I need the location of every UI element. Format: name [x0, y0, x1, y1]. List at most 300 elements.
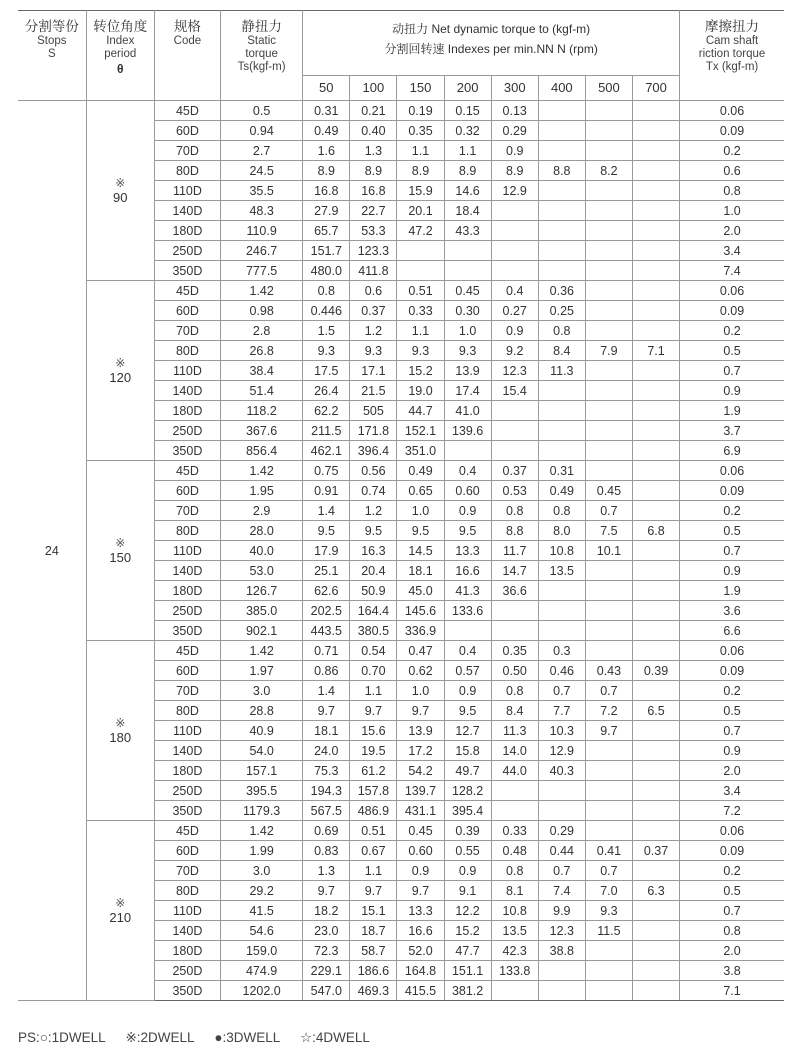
dynamic-torque-cell: 567.5 [303, 801, 350, 821]
dynamic-torque-cell [538, 381, 585, 401]
dynamic-torque-cell: 9.5 [444, 521, 491, 541]
code-cell: 180D [154, 581, 220, 601]
friction-torque-cell: 0.06 [680, 821, 784, 841]
dynamic-torque-cell: 8.9 [350, 161, 397, 181]
dynamic-torque-cell [585, 301, 632, 321]
dynamic-torque-cell [491, 261, 538, 281]
code-cell: 250D [154, 241, 220, 261]
code-cell: 110D [154, 721, 220, 741]
friction-torque-cell: 2.0 [680, 761, 784, 781]
dynamic-torque-cell: 50.9 [350, 581, 397, 601]
dynamic-torque-cell: 0.40 [350, 121, 397, 141]
code-cell: 180D [154, 761, 220, 781]
static-torque-cell: 1.42 [221, 281, 303, 301]
dynamic-torque-cell [585, 101, 632, 121]
friction-torque-cell: 0.2 [680, 321, 784, 341]
friction-torque-cell: 6.6 [680, 621, 784, 641]
dynamic-torque-cell: 0.55 [444, 841, 491, 861]
static-torque-cell: 0.94 [221, 121, 303, 141]
code-cell: 180D [154, 401, 220, 421]
dynamic-torque-cell [585, 401, 632, 421]
dynamic-torque-cell [444, 621, 491, 641]
dynamic-torque-cell: 0.75 [303, 461, 350, 481]
dynamic-torque-cell: 0.41 [585, 841, 632, 861]
dynamic-torque-cell [585, 981, 632, 1001]
static-torque-cell: 0.98 [221, 301, 303, 321]
dynamic-torque-cell: 44.7 [397, 401, 444, 421]
dynamic-torque-cell: 8.0 [538, 521, 585, 541]
dynamic-torque-cell: 0.39 [632, 661, 679, 681]
friction-torque-cell: 0.06 [680, 461, 784, 481]
dynamic-torque-cell: 18.2 [303, 901, 350, 921]
rpm-header: 300 [491, 76, 538, 101]
friction-torque-cell: 1.9 [680, 401, 784, 421]
dynamic-torque-cell [632, 201, 679, 221]
dynamic-torque-cell: 9.2 [491, 341, 538, 361]
dynamic-torque-cell: 6.3 [632, 881, 679, 901]
dynamic-torque-cell: 0.32 [444, 121, 491, 141]
dynamic-torque-cell [491, 201, 538, 221]
dynamic-torque-cell: 0.29 [491, 121, 538, 141]
dynamic-torque-cell [632, 921, 679, 941]
rpm-header: 500 [585, 76, 632, 101]
reference-mark-icon: ※ [115, 715, 126, 730]
dynamic-torque-cell: 18.1 [303, 721, 350, 741]
dynamic-torque-cell: 15.4 [491, 381, 538, 401]
dynamic-torque-cell [585, 761, 632, 781]
dynamic-torque-cell: 0.71 [303, 641, 350, 661]
friction-torque-cell: 0.2 [680, 141, 784, 161]
dynamic-torque-cell: 9.3 [585, 901, 632, 921]
dynamic-torque-cell: 9.7 [350, 881, 397, 901]
static-torque-cell: 29.2 [221, 881, 303, 901]
dynamic-torque-cell [632, 361, 679, 381]
dynamic-torque-cell: 19.0 [397, 381, 444, 401]
dynamic-torque-cell [585, 221, 632, 241]
dynamic-torque-cell [491, 621, 538, 641]
legend-item-3dwell [214, 1030, 280, 1045]
friction-torque-cell: 0.5 [680, 701, 784, 721]
dynamic-torque-cell [397, 261, 444, 281]
dynamic-torque-cell: 0.70 [350, 661, 397, 681]
dynamic-torque-cell [538, 121, 585, 141]
table-row [18, 641, 784, 661]
code-cell: 140D [154, 561, 220, 581]
dynamic-torque-cell [632, 281, 679, 301]
friction-torque-cell: 0.9 [680, 381, 784, 401]
static-torque-cell: 0.5 [221, 101, 303, 121]
dynamic-torque-cell: 0.4 [491, 281, 538, 301]
dynamic-torque-cell: 15.8 [444, 741, 491, 761]
dynamic-torque-cell: 0.13 [491, 101, 538, 121]
code-cell: 45D [154, 461, 220, 481]
dynamic-torque-cell: 20.4 [350, 561, 397, 581]
dynamic-torque-cell [632, 121, 679, 141]
dynamic-torque-cell: 0.9 [491, 321, 538, 341]
dynamic-torque-cell: 10.3 [538, 721, 585, 741]
dynamic-torque-cell [632, 621, 679, 641]
static-torque-cell: 118.2 [221, 401, 303, 421]
dynamic-torque-cell: 7.5 [585, 521, 632, 541]
dynamic-torque-cell: 0.30 [444, 301, 491, 321]
dynamic-torque-cell [632, 461, 679, 481]
header-dynamic-line2: 分割回转速 Indexes per min.NN N (rpm) [384, 42, 598, 56]
static-torque-cell: 1.95 [221, 481, 303, 501]
dynamic-torque-cell [538, 401, 585, 421]
dynamic-torque-cell: 12.9 [491, 181, 538, 201]
static-torque-cell: 159.0 [221, 941, 303, 961]
dynamic-torque-cell: 12.2 [444, 901, 491, 921]
static-torque-cell: 856.4 [221, 441, 303, 461]
dynamic-torque-cell: 139.6 [444, 421, 491, 441]
friction-torque-cell: 0.2 [680, 501, 784, 521]
dynamic-torque-cell: 1.3 [303, 861, 350, 881]
dynamic-torque-cell: 202.5 [303, 601, 350, 621]
code-cell: 80D [154, 341, 220, 361]
dynamic-torque-cell: 194.3 [303, 781, 350, 801]
dynamic-torque-cell [491, 781, 538, 801]
dynamic-torque-cell [632, 381, 679, 401]
dynamic-torque-cell: 0.48 [491, 841, 538, 861]
dynamic-torque-cell: 15.2 [397, 361, 444, 381]
dynamic-torque-cell: 1.1 [397, 141, 444, 161]
dynamic-torque-cell: 17.4 [444, 381, 491, 401]
code-cell: 45D [154, 641, 220, 661]
dynamic-torque-cell: 17.1 [350, 361, 397, 381]
static-torque-cell: 3.0 [221, 861, 303, 881]
static-torque-cell: 1.42 [221, 821, 303, 841]
code-cell: 110D [154, 181, 220, 201]
dynamic-torque-cell: 0.43 [585, 661, 632, 681]
dynamic-torque-cell [538, 621, 585, 641]
code-cell: 45D [154, 281, 220, 301]
legend-label: :2DWELL [136, 1030, 195, 1045]
header-friction-torque [680, 11, 784, 101]
dynamic-torque-cell: 0.49 [397, 461, 444, 481]
dynamic-torque-cell: 0.31 [538, 461, 585, 481]
dynamic-torque-cell: 0.46 [538, 661, 585, 681]
static-torque-cell: 777.5 [221, 261, 303, 281]
dynamic-torque-cell: 1.3 [350, 141, 397, 161]
dynamic-torque-cell [585, 561, 632, 581]
dynamic-torque-cell: 7.1 [632, 341, 679, 361]
dynamic-torque-cell: 469.3 [350, 981, 397, 1001]
header-friction-unit: Tx (kgf-m) [705, 61, 759, 73]
header-static-unit: Ts(kgf-m) [237, 61, 286, 73]
table-row [18, 461, 784, 481]
dynamic-torque-cell [585, 441, 632, 461]
dynamic-torque-cell: 9.7 [397, 881, 444, 901]
dynamic-torque-cell: 1.4 [303, 501, 350, 521]
friction-torque-cell: 2.0 [680, 941, 784, 961]
dynamic-torque-cell: 15.9 [397, 181, 444, 201]
dynamic-torque-cell: 14.0 [491, 741, 538, 761]
dynamic-torque-cell: 9.5 [350, 521, 397, 541]
dynamic-torque-cell [491, 981, 538, 1001]
dynamic-torque-cell [538, 581, 585, 601]
dynamic-torque-cell [632, 861, 679, 881]
dynamic-torque-cell: 13.9 [444, 361, 491, 381]
dynamic-torque-cell: 9.7 [303, 881, 350, 901]
dynamic-torque-cell [632, 241, 679, 261]
dynamic-torque-cell [632, 501, 679, 521]
friction-torque-cell: 7.1 [680, 981, 784, 1001]
dynamic-torque-cell: 0.65 [397, 481, 444, 501]
dynamic-torque-cell: 0.45 [397, 821, 444, 841]
dynamic-torque-cell: 336.9 [397, 621, 444, 641]
dynamic-torque-cell: 7.2 [585, 701, 632, 721]
dynamic-torque-cell [538, 141, 585, 161]
friction-torque-cell: 0.06 [680, 641, 784, 661]
torque-spec-table [18, 10, 784, 1001]
dynamic-torque-cell: 9.3 [444, 341, 491, 361]
dynamic-torque-cell: 443.5 [303, 621, 350, 641]
dynamic-torque-cell: 9.7 [397, 701, 444, 721]
dynamic-torque-cell: 0.35 [397, 121, 444, 141]
dynamic-torque-cell: 8.4 [491, 701, 538, 721]
dynamic-torque-cell: 139.7 [397, 781, 444, 801]
dynamic-torque-cell: 18.7 [350, 921, 397, 941]
circle-outline-icon: ○ [39, 1030, 48, 1045]
code-cell: 180D [154, 941, 220, 961]
dynamic-torque-cell: 0.33 [397, 301, 444, 321]
dynamic-torque-cell: 0.9 [491, 141, 538, 161]
dynamic-torque-cell: 16.8 [350, 181, 397, 201]
dynamic-torque-cell [538, 801, 585, 821]
dynamic-torque-cell [585, 621, 632, 641]
dynamic-torque-cell: 123.3 [350, 241, 397, 261]
static-torque-cell: 51.4 [221, 381, 303, 401]
dynamic-torque-cell: 9.3 [350, 341, 397, 361]
dynamic-torque-cell [632, 441, 679, 461]
dynamic-torque-cell [397, 241, 444, 261]
code-cell: 250D [154, 961, 220, 981]
static-torque-cell: 385.0 [221, 601, 303, 621]
static-torque-cell: 474.9 [221, 961, 303, 981]
dynamic-torque-cell [491, 221, 538, 241]
dynamic-torque-cell [632, 481, 679, 501]
header-stops [18, 11, 86, 101]
dynamic-torque-cell: 0.25 [538, 301, 585, 321]
dynamic-torque-cell: 505 [350, 401, 397, 421]
dynamic-torque-cell: 0.7 [538, 681, 585, 701]
dynamic-torque-cell: 0.74 [350, 481, 397, 501]
dynamic-torque-cell: 0.51 [397, 281, 444, 301]
dynamic-torque-cell: 18.1 [397, 561, 444, 581]
dynamic-torque-cell [632, 641, 679, 661]
dynamic-torque-cell: 13.3 [397, 901, 444, 921]
dynamic-torque-cell: 0.35 [491, 641, 538, 661]
table-row [18, 281, 784, 301]
dynamic-torque-cell: 1.1 [444, 141, 491, 161]
dynamic-torque-cell [585, 181, 632, 201]
dynamic-torque-cell [632, 741, 679, 761]
dynamic-torque-cell: 431.1 [397, 801, 444, 821]
header-dynamic-line1: 动扭力 Net dynamic torque to (kgf-m) [392, 22, 591, 36]
dynamic-torque-cell: 12.9 [538, 741, 585, 761]
header-friction-cn: 摩擦扭力 [705, 19, 760, 34]
dynamic-torque-cell [632, 221, 679, 241]
static-torque-cell: 126.7 [221, 581, 303, 601]
star-outline-icon: ☆ [300, 1030, 313, 1045]
dynamic-torque-cell: 0.29 [538, 821, 585, 841]
reference-mark-icon: ※ [125, 1030, 137, 1045]
dynamic-torque-cell: 462.1 [303, 441, 350, 461]
static-torque-cell: 3.0 [221, 681, 303, 701]
rpm-header: 200 [444, 76, 491, 101]
friction-torque-cell: 0.2 [680, 681, 784, 701]
static-torque-cell: 35.5 [221, 181, 303, 201]
dynamic-torque-cell: 7.9 [585, 341, 632, 361]
rpm-header: 400 [538, 76, 585, 101]
dynamic-torque-cell [585, 361, 632, 381]
dynamic-torque-cell: 45.0 [397, 581, 444, 601]
legend-item-1dwell [40, 1030, 106, 1045]
dynamic-torque-cell: 1.2 [350, 501, 397, 521]
friction-torque-cell: 0.09 [680, 661, 784, 681]
dynamic-torque-cell: 0.7 [585, 681, 632, 701]
dynamic-torque-cell: 52.0 [397, 941, 444, 961]
dynamic-torque-cell [538, 441, 585, 461]
code-cell: 80D [154, 521, 220, 541]
dynamic-torque-cell: 1.0 [397, 681, 444, 701]
dynamic-torque-cell: 8.2 [585, 161, 632, 181]
dynamic-torque-cell: 164.8 [397, 961, 444, 981]
dynamic-torque-cell: 14.6 [444, 181, 491, 201]
dynamic-torque-cell [632, 321, 679, 341]
code-cell: 250D [154, 601, 220, 621]
dynamic-torque-cell: 547.0 [303, 981, 350, 1001]
legend-prefix: PS: [18, 1030, 40, 1045]
dynamic-torque-cell [632, 161, 679, 181]
dynamic-torque-cell [585, 741, 632, 761]
friction-torque-cell: 0.5 [680, 521, 784, 541]
dynamic-torque-cell [585, 261, 632, 281]
dynamic-torque-cell: 17.9 [303, 541, 350, 561]
header-dynamic-torque [303, 11, 680, 76]
dynamic-torque-cell [538, 221, 585, 241]
angle-value: 150 [109, 549, 132, 565]
header-static-torque [221, 11, 303, 101]
dynamic-torque-cell [585, 641, 632, 661]
dynamic-torque-cell: 480.0 [303, 261, 350, 281]
dynamic-torque-cell: 0.36 [538, 281, 585, 301]
dynamic-torque-cell: 43.3 [444, 221, 491, 241]
dynamic-torque-cell: 7.0 [585, 881, 632, 901]
dynamic-torque-cell [632, 821, 679, 841]
friction-torque-cell: 0.7 [680, 361, 784, 381]
code-cell: 140D [154, 381, 220, 401]
dynamic-torque-cell: 23.0 [303, 921, 350, 941]
dynamic-torque-cell: 486.9 [350, 801, 397, 821]
friction-torque-cell: 0.06 [680, 101, 784, 121]
code-cell: 60D [154, 121, 220, 141]
dynamic-torque-cell: 54.2 [397, 761, 444, 781]
code-cell: 140D [154, 921, 220, 941]
dynamic-torque-cell: 15.1 [350, 901, 397, 921]
static-torque-cell: 1.42 [221, 461, 303, 481]
rpm-header: 100 [350, 76, 397, 101]
dynamic-torque-cell [632, 801, 679, 821]
dynamic-torque-cell: 7.7 [538, 701, 585, 721]
header-angle-cn: 转位角度 [93, 19, 148, 34]
dynamic-torque-cell: 0.56 [350, 461, 397, 481]
dynamic-torque-cell: 12.7 [444, 721, 491, 741]
dynamic-torque-cell [632, 761, 679, 781]
rpm-header: 150 [397, 76, 444, 101]
dynamic-torque-cell: 0.21 [350, 101, 397, 121]
dynamic-torque-cell [632, 581, 679, 601]
static-torque-cell: 48.3 [221, 201, 303, 221]
dynamic-torque-cell: 21.5 [350, 381, 397, 401]
dynamic-torque-cell: 0.4 [444, 641, 491, 661]
dynamic-torque-cell: 0.39 [444, 821, 491, 841]
dynamic-torque-cell: 0.3 [538, 641, 585, 661]
dynamic-torque-cell: 1.2 [350, 321, 397, 341]
static-torque-cell: 1.42 [221, 641, 303, 661]
dynamic-torque-cell: 41.3 [444, 581, 491, 601]
angle-cell [86, 281, 154, 461]
dynamic-torque-cell: 0.4 [444, 461, 491, 481]
dynamic-torque-cell: 20.1 [397, 201, 444, 221]
static-torque-cell: 2.8 [221, 321, 303, 341]
friction-torque-cell: 0.7 [680, 541, 784, 561]
circle-filled-icon: ● [214, 1030, 223, 1045]
friction-torque-cell: 0.8 [680, 921, 784, 941]
dynamic-torque-cell: 9.1 [444, 881, 491, 901]
dynamic-torque-cell: 0.37 [350, 301, 397, 321]
dynamic-torque-cell: 10.8 [491, 901, 538, 921]
dynamic-torque-cell: 157.8 [350, 781, 397, 801]
dynamic-torque-cell: 65.7 [303, 221, 350, 241]
code-cell: 70D [154, 321, 220, 341]
friction-torque-cell: 0.8 [680, 181, 784, 201]
reference-mark-icon: ※ [115, 535, 126, 550]
dynamic-torque-cell: 8.4 [538, 341, 585, 361]
friction-torque-cell: 6.9 [680, 441, 784, 461]
dynamic-torque-cell [538, 201, 585, 221]
static-torque-cell: 367.6 [221, 421, 303, 441]
dynamic-torque-cell: 0.44 [538, 841, 585, 861]
dynamic-torque-cell: 27.9 [303, 201, 350, 221]
friction-torque-cell: 3.6 [680, 601, 784, 621]
dynamic-torque-cell [491, 441, 538, 461]
dynamic-torque-cell [585, 581, 632, 601]
dynamic-torque-cell: 411.8 [350, 261, 397, 281]
static-torque-cell: 1179.3 [221, 801, 303, 821]
dynamic-torque-cell: 0.57 [444, 661, 491, 681]
static-torque-cell: 395.5 [221, 781, 303, 801]
static-torque-cell: 2.7 [221, 141, 303, 161]
code-cell: 350D [154, 981, 220, 1001]
dynamic-torque-cell [585, 961, 632, 981]
angle-cell [86, 821, 154, 1001]
friction-torque-cell: 0.5 [680, 881, 784, 901]
dynamic-torque-cell [444, 241, 491, 261]
dynamic-torque-cell [632, 541, 679, 561]
dynamic-torque-cell: 1.0 [444, 321, 491, 341]
table-row [18, 821, 784, 841]
dynamic-torque-cell: 9.9 [538, 901, 585, 921]
dynamic-torque-cell [585, 821, 632, 841]
dynamic-torque-cell: 49.7 [444, 761, 491, 781]
dynamic-torque-cell: 0.69 [303, 821, 350, 841]
code-cell: 350D [154, 801, 220, 821]
dynamic-torque-cell: 42.3 [491, 941, 538, 961]
dynamic-torque-cell: 1.5 [303, 321, 350, 341]
dynamic-torque-cell: 0.8 [538, 501, 585, 521]
static-torque-cell: 28.0 [221, 521, 303, 541]
